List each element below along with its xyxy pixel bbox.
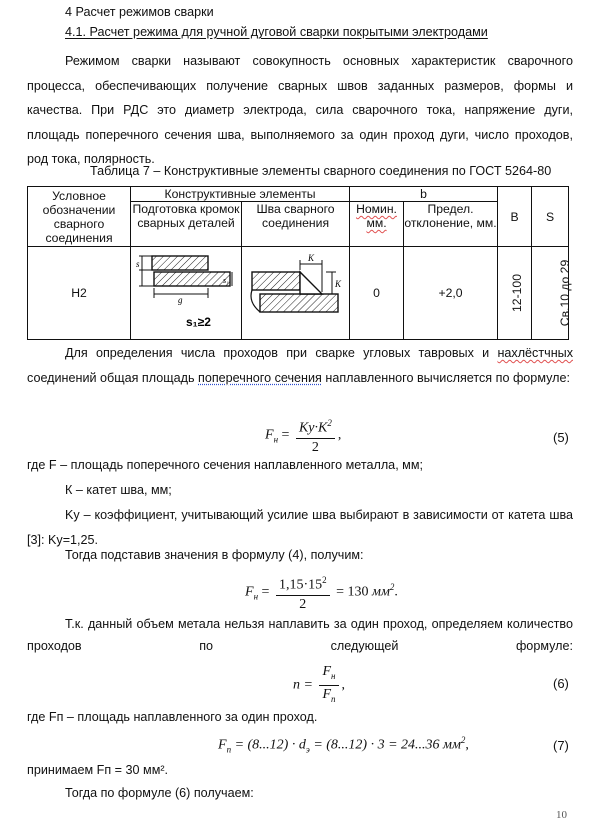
header-deviation: Предел. отклонение, мм.: [404, 202, 498, 247]
cell-edge-sketch: [131, 247, 242, 340]
eq5-numerator: Ky·K: [298, 420, 328, 436]
label-s: s: [136, 259, 140, 269]
calc-unit: мм: [372, 584, 390, 600]
eq5-fraction: [296, 415, 335, 456]
passes-paragraph: [27, 341, 573, 390]
then-paragraph: Тогда подставив значения в формулу (4), получим:: [65, 548, 364, 562]
calc-fraction: [276, 572, 330, 613]
eq5-lhs: F: [265, 427, 274, 443]
weld-sketch: [246, 250, 346, 336]
eq5-num-sup: 2: [327, 418, 332, 428]
equation-5: $F_н$ = $\frac{Ky\cdot K^2}{2}$ ,: [265, 415, 341, 456]
eq7-lhs-sub: п: [226, 744, 232, 755]
weld-elements-table: [27, 186, 573, 340]
eq6-num-sub: н: [331, 670, 336, 681]
subsection-title: [65, 25, 488, 39]
equation-6: n = $\frac{F_н}{F_п}$ ,: [293, 664, 345, 707]
page-number: 10: [556, 809, 567, 821]
calc-denominator: 2: [299, 596, 307, 612]
cell-deviation: +2,0: [404, 247, 498, 340]
calc-result: = 130: [336, 584, 369, 600]
calc-num-sup: 2: [322, 575, 327, 585]
table-caption: Таблица 7 – Конструктивные элементы сварного соединения по ГОСТ 5264-80: [90, 164, 552, 178]
header-edge-prep: Подготовка кромок сварных деталей: [131, 202, 242, 247]
equation-7: $F_п = (8...12) \cdot d_э = (8...12) \cdot 3 = 24...36$ $мм^2$,: [218, 735, 469, 755]
section-title: 4 Расчет режимов сварки: [65, 5, 214, 19]
definition-Fp: где Fп – площадь наплавленного за один проход.: [27, 710, 318, 724]
upper-plate: [152, 256, 208, 270]
eq7-unit-sup: 2: [460, 735, 466, 745]
eq6-denominator: F: [322, 686, 332, 702]
weld-upper-plate: [252, 272, 300, 290]
definition-K: К – катет шва, мм;: [65, 483, 172, 497]
passes-text-5: наплавленного вычисляется по формуле:: [325, 370, 570, 385]
label-k-side: K: [334, 279, 341, 289]
equation-7-number: (7): [553, 738, 569, 753]
calc-numerator: 1,15·15: [278, 577, 323, 593]
weld-lower-plate: [260, 294, 338, 312]
passes-text-3: соединений общая площадь: [27, 370, 195, 385]
equation-5-number: (5): [553, 430, 569, 445]
cell-designation: Н2: [28, 247, 131, 340]
cell-B: [498, 247, 532, 340]
label-k-top: K: [307, 253, 314, 263]
eq7-sub: э: [305, 744, 310, 755]
definition-Ky: Kу – коэффициент, учитывающий усилие шва выбирают в зависимости от катета шва [3]: Kу=1,25.: [27, 508, 573, 547]
header-S: S: [532, 187, 569, 247]
since-paragraph: Т.к. данный объем метала нельзя наплавить за один проход, определяем количество проходов по следующей формуле:: [27, 617, 573, 653]
header-b: b: [350, 187, 498, 202]
header-designation: Условное обозначении сварного соединения: [28, 187, 131, 247]
eq7-unit: мм: [443, 737, 461, 753]
eq5-lhs-sub: н: [273, 434, 279, 445]
definition-F: где F – площадь поперечного сечения наплавленного металла, мм;: [27, 458, 424, 472]
eq7-middle: = (8...12) · d: [234, 737, 306, 753]
header-weld: Шва сварного соединения: [242, 202, 350, 247]
header-nominal-text: Номин. мм.: [356, 202, 397, 230]
passes-text-1: Для определения числа проходов при сварке угловых тавровых и: [65, 346, 490, 360]
calc-lhs: F: [245, 584, 254, 600]
cell-B-text: 12-100: [509, 274, 524, 312]
lower-plate: [154, 272, 230, 286]
eq6-numerator: F: [322, 664, 332, 679]
cell-S-text: Св.10 до 29: [558, 259, 573, 327]
header-nominal: [350, 202, 404, 247]
fillet-weld: [300, 272, 322, 294]
cell-weld-sketch: [242, 247, 350, 340]
edge-preparation-sketch: [134, 250, 238, 336]
cell-S: [532, 247, 573, 340]
result-paragraph: Тогда по формуле (6) получаем:: [65, 786, 254, 800]
equation-calc: $F_н$ = $\frac{1,15\cdot 15^2}{2}$ = 130 $мм^2$.: [245, 572, 398, 613]
cell-nominal: 0: [350, 247, 404, 340]
eq6-den-sub: п: [331, 693, 336, 704]
header-elements: Конструктивные элементы: [131, 187, 350, 202]
eq7-lhs: F: [218, 737, 227, 753]
calc-unit-sup: 2: [389, 581, 395, 592]
accept-paragraph: принимаем Fп = 30 мм².: [27, 763, 169, 777]
passes-text-4: поперечного сечения: [198, 370, 322, 385]
label-condition: s₁≥2: [186, 315, 211, 329]
eq6-lhs: n =: [293, 677, 313, 693]
header-B: B: [498, 187, 532, 247]
label-s1: s₁: [223, 276, 229, 285]
eq7-rest: = (8...12) · 3 = 24...36: [313, 737, 440, 753]
intro-paragraph: Режимом сварки называют совокупность основных характеристик сварочного процесса, обеспечивающих получение сварных швов заданных размеров, формы и качества. При РДС это диаметр электрода, сила сварочного тока, напряжение дуги, площадь поперечного сечения шва, выполняемого за один проход дуги, число проходов, род тока, полярность.: [27, 54, 573, 166]
calc-lhs-sub: н: [253, 591, 259, 602]
subsection-title-text: 4.1. Расчет режима для ручной дуговой сварки покрытыми электродами: [65, 25, 488, 39]
equation-6-number: (6): [553, 676, 569, 691]
eq6-fraction: [319, 664, 338, 707]
eq5-denominator: 2: [311, 439, 319, 455]
label-g: g: [178, 295, 183, 305]
passes-text-2: нахлёстчных: [497, 346, 573, 360]
